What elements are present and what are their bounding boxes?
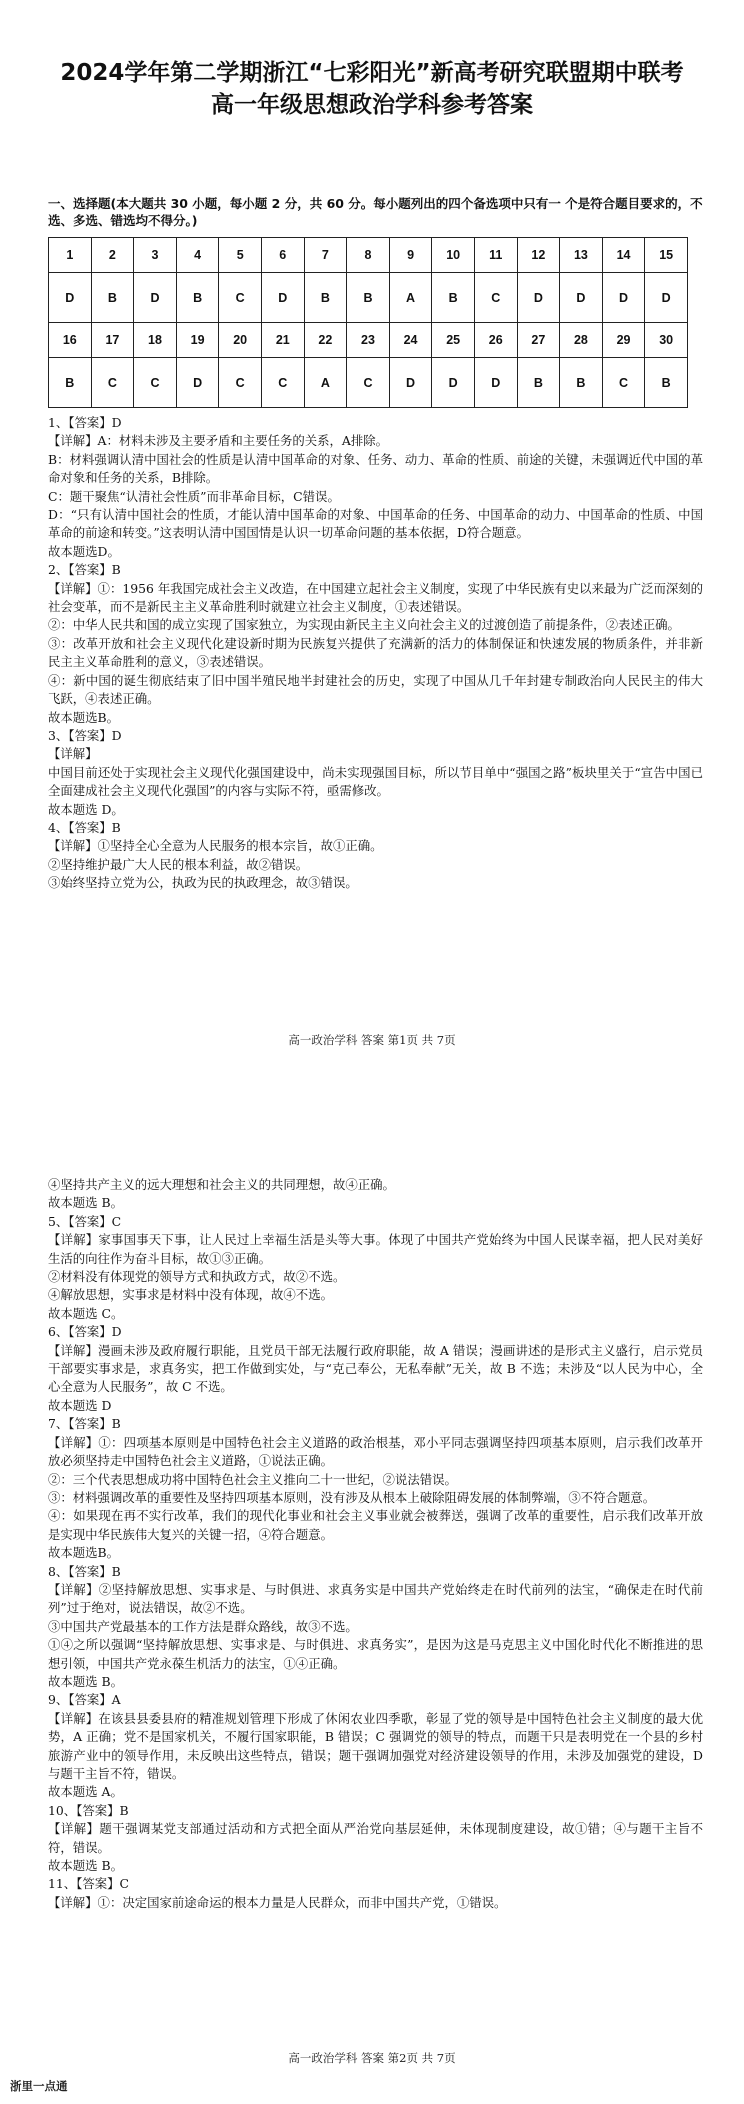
answer-cell: C [134,358,177,408]
answer-cell: D [602,273,645,323]
answer-cell: D [134,273,177,323]
question-number-cell: 21 [261,323,304,358]
answer-cell: B [91,273,134,323]
explanation-line: 【详解】A：材料未涉及主要矛盾和主要任务的关系，A排除。 [48,433,389,449]
question-number-cell: 20 [219,323,262,358]
question-number-cell: 6 [261,238,304,273]
explanation-line: ①④之所以强调“坚持解放思想、实事求是、与时俱进、求真务实”，是因为这是马克思主义中国化时代化不断推进的思想引领，中国共产党永葆生机活力的法宝，①④正确。 [48,1637,703,1671]
watermark-label: 浙里一点通 [10,2079,68,2093]
answer-cell: C [347,358,390,408]
answer-cell: C [474,273,517,323]
explanation-line: C：题干聚焦“认清社会性质”而非革命目标，C错误。 [48,488,340,504]
explanation-line: ②：中华人民共和国的成立实现了国家独立，为实现由新民主主义向社会主义的过渡创造了前提条件，②表述正确。 [48,617,680,633]
question-number-cell: 9 [389,238,432,273]
question-number-cell: 2 [91,238,134,273]
question-number-cell: 16 [49,323,92,358]
question-number-cell: 7 [304,238,347,273]
answer-row [49,358,688,408]
answer-cell: B [517,358,560,408]
explanation-line: 10、【答案】B [48,1802,129,1818]
page-2-footer: 高一政治学科 答案 第2页 共 7页 [288,2051,456,2065]
explanation-line: 【详解】题干强调某党支部通过活动和方式把全面从严治党向基层延伸，未体现制度建设，故①错；④与题干主旨不符，错误。 [48,1821,703,1855]
explanation-line: 故本题选 D [48,1397,112,1413]
explanation-line: 故本题选 C。 [48,1305,124,1321]
answer-cell: D [645,273,688,323]
question-number-cell: 14 [602,238,645,273]
explanation-line: 故本题选 B。 [48,1673,123,1689]
question-number-cell: 28 [560,323,603,358]
answer-cell: C [602,358,645,408]
answer-cell: D [432,358,475,408]
explanation-line: 7、【答案】B [48,1416,121,1432]
answer-cell: A [389,273,432,323]
question-number-cell: 30 [645,323,688,358]
explanation-line: 8、【答案】B [48,1563,121,1579]
question-number-cell: 18 [134,323,177,358]
explanation-line: 故本题选 A。 [48,1784,123,1800]
page-2 [48,1170,703,1912]
question-number-row [49,238,688,273]
question-number-cell: 19 [176,323,219,358]
answer-cell: B [432,273,475,323]
question-number-cell: 23 [347,323,390,358]
question-number-cell: 8 [347,238,390,273]
answer-table [48,237,688,408]
explanation-line: 故本题选B。 [48,1545,120,1561]
question-number-cell: 29 [602,323,645,358]
explanation-line: ④：如果现在再不实行改革，我们的现代化事业和社会主义事业就会被葬送，强调了改革的重要性，启示我们改革开放是实现中华民族伟大复兴的关键一招，④符合题意。 [48,1508,703,1542]
explanation-line: ②：三个代表思想成功将中国特色社会主义推向二十一世纪，②说法错误。 [48,1471,457,1487]
explanation-line: 【详解】①：1956 年我国完成社会主义改造，在中国建立起社会主义制度，实现了中华民族有史以来最为广泛而深刻的社会变革，而不是新民主主义革命胜利时就建立社会主义制度，①表述错误。 [48,580,704,615]
section-instruction: 一、选择题(本大题共 30 小题，每小题 2 分，共 60 分。每小题列出的四个备选项中只有一 个是符合题目要求的，不选、多选、错选均不得分。) [48,196,703,228]
explanation-line: 4、【答案】B [48,819,121,835]
explanation-line: 故本题选 B。 [48,1858,123,1874]
answer-cell: B [560,358,603,408]
answer-cell: C [261,358,304,408]
explanation-line: 【详解】①：四项基本原则是中国特色社会主义道路的政治根基，邓小平同志强调坚持四项基本原则，启示我们改革开放必须坚持走中国特色社会主义道路，①说法正确。 [48,1434,703,1469]
question-number-cell: 4 [176,238,219,273]
explanation-line: 中国目前还处于实现社会主义现代化强国建设中，尚未实现强国目标，所以节目单中“强国之路”板块里关于“宣告中国已全面建成社会主义现代化强国”的内容与实际不符，亟需修改。 [48,764,703,799]
question-number-cell: 13 [560,238,603,273]
explanation-line: ④解放思想，实事求是材料中没有体现，故④不选。 [48,1287,333,1303]
question-number-cell: 26 [474,323,517,358]
question-number-cell: 5 [219,238,262,273]
question-number-cell: 12 [517,238,560,273]
question-number-cell: 17 [91,323,134,358]
explanation-line: 1、【答案】D [48,415,122,430]
answer-cell: D [389,358,432,408]
explanation-line: 故本题选D。 [48,543,120,559]
explanation-line: ③中国共产党最基本的工作方法是群众路线，故③不选。 [48,1618,358,1634]
answer-cell: C [219,358,262,408]
explanation-line: 2、【答案】B [48,562,121,578]
answer-cell: B [176,273,219,323]
explanation-line: 5、【答案】C [48,1213,122,1229]
question-number-cell: 15 [645,238,688,273]
answer-cell: B [645,358,688,408]
explanation-line: 11、【答案】C [48,1876,130,1892]
document-title: 2024学年第二学期浙江“七彩阳光”新高考研究联盟期中联考 [60,60,684,86]
explanation-line: 【详解】家事国事天下事，让人民过上幸福生活是头等大事。体现了中国共产党始终为中国人民谋幸福，把人民对美好生活的向往作为奋斗目标，故①③正确。 [48,1232,703,1266]
explanation-line: 【详解】②坚持解放思想、实事求是、与时俱进、求真务实是中国共产党始终走在时代前列的法宝，“确保走在时代前列”过于绝对，说法错误，故②不选。 [48,1581,703,1616]
explanation-line: 故本题选 B。 [48,1195,123,1211]
answer-cell: B [304,273,347,323]
explanation-line: B：材料强调认清中国社会的性质是认清中国革命的对象、任务、动力、革命的性质、前途的关键，未强调近代中国的革命对象和任务的关系，B排除。 [48,451,703,486]
explanation-line: 【详解】漫画未涉及政府履行职能，且党员干部无法履行政府职能，故 A 错误；漫画讲述的是形式主义盛行，启示党员干部要实事求是，求真务实，把工作做到实处，与“克己奉公，无私奉献”无关，故 B 不选；未涉及“以人民为中心，全心全意为人民服务”，故 C 不选。 [48,1342,703,1395]
explanation-line: ③：材料强调改革的重要性及坚持四项基本原则，没有涉及从根本上破除阻碍发展的体制弊端，③不符合题意。 [48,1489,656,1505]
answer-cell: A [304,358,347,408]
question-number-cell: 27 [517,323,560,358]
explanation-line: ③始终坚持立党为公，执政为民的执政理念，故③错误。 [48,875,358,891]
explanation-line: ②材料没有体现党的领导方式和执政方式，故②不选。 [48,1269,346,1285]
question-number-cell: 25 [432,323,475,358]
answer-cell: C [91,358,134,408]
explanation-line: D：“只有认清中国社会的性质，才能认清中国革命的对象、中国革命的任务、中国革命的动力、中国革命的性质、中国革命的前途和转变。”这表明认清中国国情是认识一切革命问题的基本依据，D符合题意。 [48,507,703,541]
explanation-line: 【详解】①坚持全心全意为人民服务的根本宗旨，故①正确。 [48,838,383,854]
explanation-line: ③：改革开放和社会主义现代化建设新时期为民族复兴提供了充满新的活力的体制保证和快速发展的物质条件，并非新民主主义革命胜利的意义，③表述错误。 [48,635,703,670]
question-number-cell: 11 [474,238,517,273]
explanation-line: 【详解】 [48,746,98,762]
answer-cell: D [49,273,92,323]
explanation-line: ④：新中国的诞生彻底结束了旧中国半殖民地半封建社会的历史，实现了中国从几千年封建专制政治向人民民主的伟大飞跃，④表述正确。 [48,672,703,707]
explanation-line: 故本题选B。 [48,709,120,725]
explanation-line: 故本题选 D。 [48,801,124,817]
answer-cell: D [517,273,560,323]
answer-cell: B [49,358,92,408]
answer-cell: D [261,273,304,323]
question-number-row [49,323,688,358]
explanation-line: 3、【答案】D [48,727,122,743]
page-1-explanations [48,414,703,893]
answer-cell: B [347,273,390,323]
page-1-footer: 高一政治学科 答案 第1页 共 7页 [288,1033,456,1047]
explanation-line: 【详解】①：决定国家前途命运的根本力量是人民群众，而非中国共产党，①错误。 [48,1894,507,1910]
answer-cell: D [560,273,603,323]
page-1 [48,195,703,893]
explanation-line: ④坚持共产主义的远大理想和社会主义的共同理想，故④正确。 [48,1177,395,1192]
document-subtitle: 高一年级思想政治学科参考答案 [211,92,533,118]
explanation-line: 9、【答案】A [48,1692,121,1708]
explanation-line: 【详解】在该县县委县府的精准规划管理下形成了休闲农业四季歌，彰显了党的领导是中国特色社会主义制度的最大优势，A 正确；党不是国家机关，不履行国家职能，B 错误；C 强调党的领导的特点，而题干只是表明党在一个县的乡村旅游产业中的领导作用，未反映出这些特点，错误；题干强调加强党对经济建设领导的作用，未涉及加强党的建设，D 与题干主旨不符，错误。 [48,1710,703,1781]
page-2-explanations [48,1176,703,1912]
explanation-line: 6、【答案】D [48,1324,122,1340]
question-number-cell: 24 [389,323,432,358]
question-number-cell: 10 [432,238,475,273]
explanation-line: ②坚持维护最广大人民的根本利益，故②错误。 [48,856,309,872]
answer-row [49,273,688,323]
answer-cell: D [176,358,219,408]
question-number-cell: 1 [49,238,92,273]
answer-cell: D [474,358,517,408]
answer-cell: C [219,273,262,323]
question-number-cell: 3 [134,238,177,273]
question-number-cell: 22 [304,323,347,358]
